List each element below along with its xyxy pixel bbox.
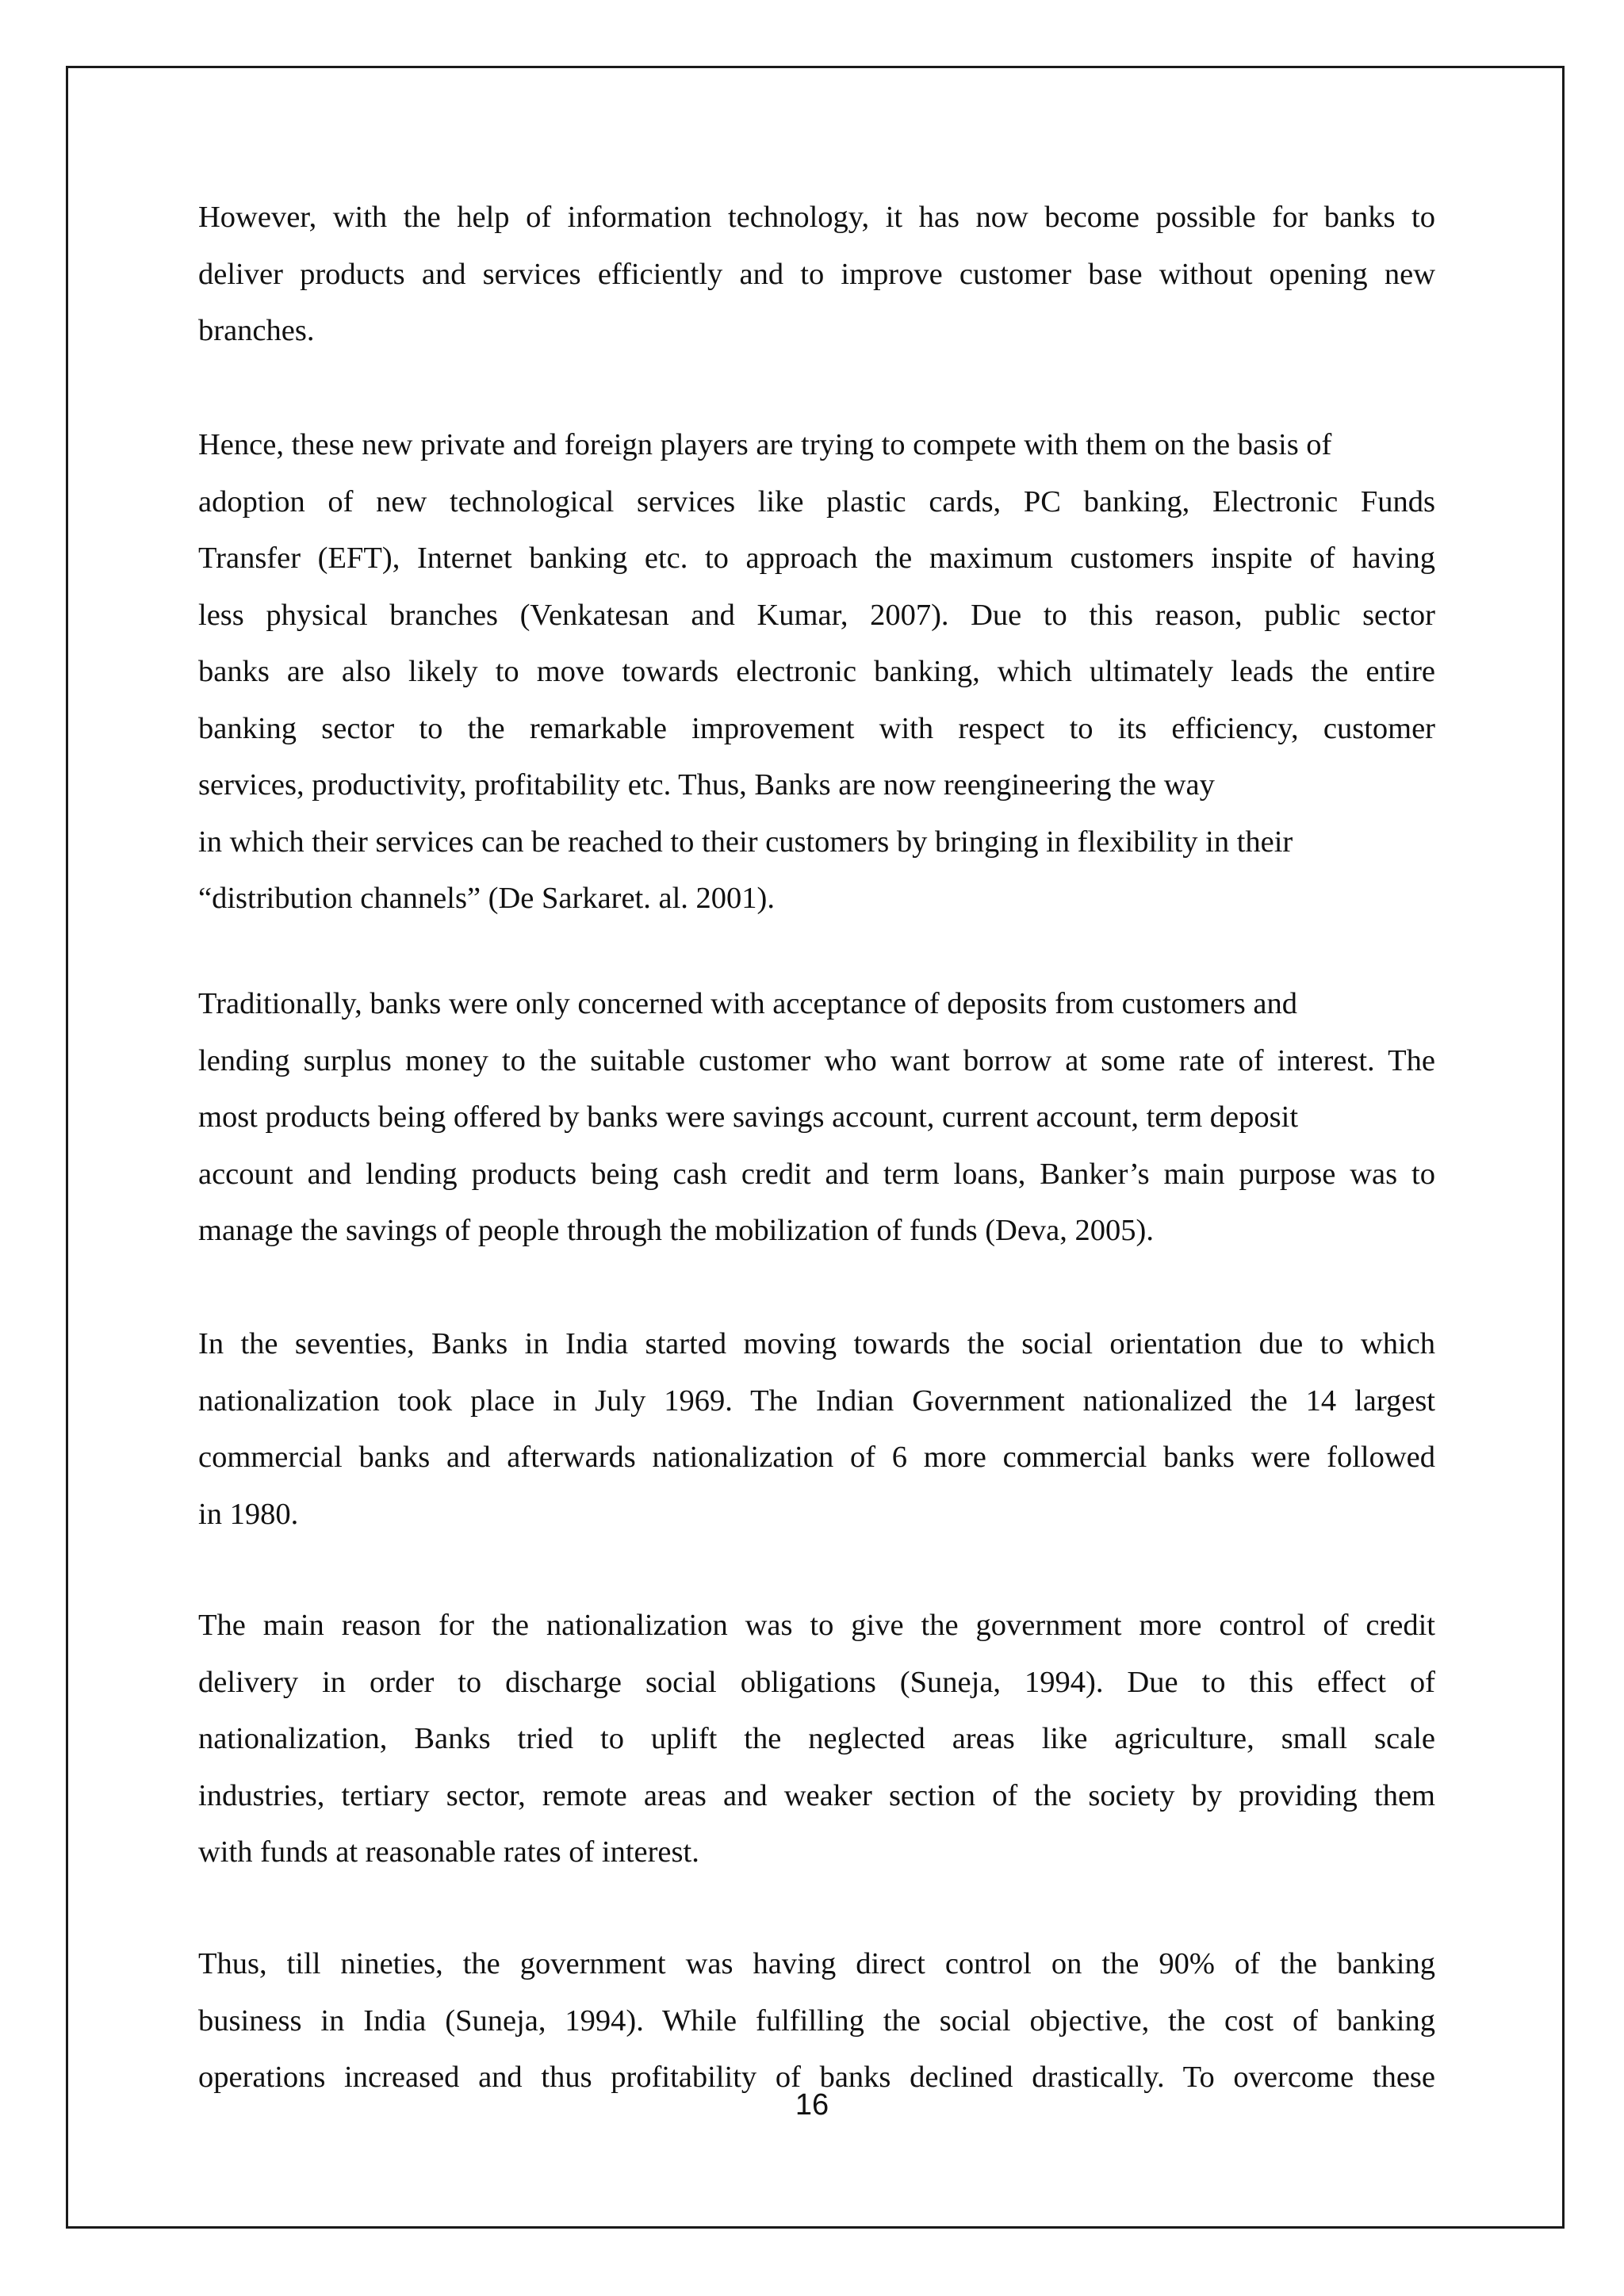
paragraph-line: Transfer (EFT), Internet banking etc. to approach the maximum customers inspite of having <box>198 541 1435 575</box>
paragraph-line: in 1980. <box>198 1497 299 1531</box>
paragraph-line: account and lending products being cash credit and term loans, Banker’s main purpose was to <box>198 1157 1435 1191</box>
paragraph-line: Hence, these new private and foreign players are trying to compete with them on the basis of <box>198 428 1332 461</box>
paragraph-line: delivery in order to discharge social obligations (Suneja, 1994). Due to this effect of <box>198 1665 1435 1699</box>
paragraph-line: most products being offered by banks were savings account, current account, term deposit <box>198 1100 1299 1134</box>
paragraph-line: in which their services can be reached to their customers by bringing in flexibility in their <box>198 825 1293 859</box>
paragraph-line: business in India (Suneja, 1994). While fulfilling the social objective, the cost of banking <box>198 2003 1435 2038</box>
paragraph-line: lending surplus money to the suitable customer who want borrow at some rate of interest. The <box>198 1043 1435 1077</box>
paragraph-line: commercial banks and afterwards nationalization of 6 more commercial banks were followed <box>198 1441 1435 1474</box>
paragraph-line: Traditionally, banks were only concerned with acceptance of deposits from customers and <box>198 987 1297 1020</box>
paragraph-line: However, with the help of information technology, it has now become possible for banks to <box>198 201 1435 234</box>
paragraph-line: “distribution channels” (De Sarkaret. al. 2001). <box>198 882 775 915</box>
page-number: 16 <box>795 2088 829 2122</box>
paragraph-line: banks are also likely to move towards electronic banking, which ultimately leads the entire <box>198 655 1435 688</box>
paragraph-line: In the seventies, Banks in India started moving towards the social orientation due to which <box>198 1327 1435 1360</box>
paragraph-line: industries, tertiary sector, remote areas and weaker section of the society by providing them <box>198 1778 1435 1812</box>
paragraph-line: banking sector to the remarkable improvement with respect to its efficiency, customer <box>198 711 1435 745</box>
paragraph-line: branches. <box>198 314 315 347</box>
paragraph-line: operations increased and thus profitability of banks declined drastically. To overcome these <box>198 2061 1435 2094</box>
paragraph-line: manage the savings of people through the mobilization of funds (Deva, 2005). <box>198 1214 1154 1247</box>
paragraph-line: adoption of new technological services like plastic cards, PC banking, Electronic Funds <box>198 484 1435 519</box>
paragraph-line: services, productivity, profitability etc. Thus, Banks are now reengineering the way <box>198 768 1215 802</box>
paragraph-line: The main reason for the nationalization was to give the government more control of credit <box>198 1609 1435 1642</box>
paragraph-line: Thus, till nineties, the government was having direct control on the 90% of the banking <box>198 1947 1435 1980</box>
paragraph-line: deliver products and services efficiently and to improve customer base without opening new <box>198 257 1435 291</box>
paragraph-line: nationalization, Banks tried to uplift the neglected areas like agriculture, small scale <box>198 1722 1435 1755</box>
paragraph-line: with funds at reasonable rates of interest. <box>198 1835 699 1869</box>
paragraph-line: nationalization took place in July 1969. The Indian Government nationalized the 14 largest <box>198 1383 1435 1418</box>
paragraph-line: less physical branches (Venkatesan and Kumar, 2007). Due to this reason, public sector <box>198 598 1435 632</box>
